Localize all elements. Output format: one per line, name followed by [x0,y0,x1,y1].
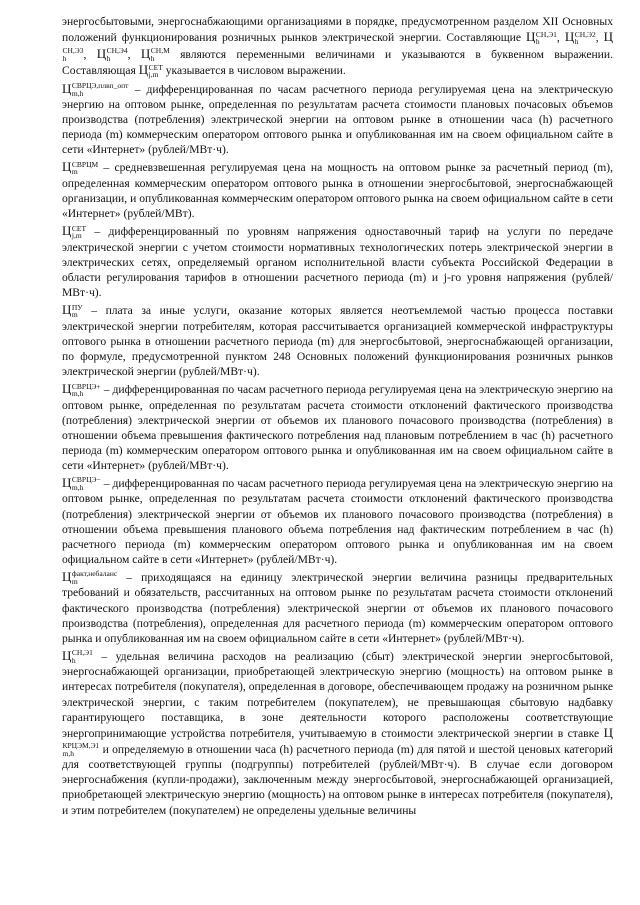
intro-text-b: являются переменными величинами и указываются в буквенном выражении. Составляющая [62,47,613,78]
comma: , [83,47,87,61]
symbol-svrc-opt: Ц СВРЦЭ,плвп_опт m,h [62,80,129,98]
definition-text-b: и определяемую в отношении часа (h) расчетного периода (m) для пятой и шестой ценовых категорий для соответствующей группы (подгруппы) потребителей (рублей/МВт·ч). В случае если договором энергоснабжения (купли-продажи), заключенным между энергосбытовой, энергоснабжающей организацией, приобретающей электрическую энергию (мощность) на оптовом рынке в интересах потребителя (покупателя), и этим потребителем (покупателем) не определены удельные величины [62,742,613,817]
paragraph-pu [62,302,613,379]
comma: , [127,47,131,61]
paragraph-svrcm [62,159,613,221]
comma: , [595,31,599,45]
paragraph-intro [62,14,613,79]
symbol-se1-h: Ц СН,Э1 h [62,647,93,665]
symbol-se4: Ц СН,Э4 h [96,45,128,63]
symbol-svrc-plus: Ц СВРЦЭ+ m,h [62,381,101,398]
paragraph-set [62,223,613,300]
definition-text: – средневзвешенная регулируемая цена на мощность на оптовом рынке за расчетный период (m), определенная коммерческим оператором оптового рынка в отношении энергосбытовой, энергоснабжающей организации, и опубликованная коммерческим оператором оптового рынка на своем официальном сайте в сети «Интернет» (рублей/МВт). [62,161,613,221]
symbol-se1: Ц СН,Э1 h [526,29,557,47]
definition-text: – приходящаяся на единицу электрической энергии величина разницы предварительных требований и обязательств, рассчитанных на оптовом рынке по результатам расчета стоимости отклонений фактического производства (потребления) электрической энергии от объемов их планового почасового производства (потребления), определенная для расчетного периода (m) коммерческим оператором оптового рынка и опубликованная им на своем официальном сайте в сети «Интернет» (рублей/МВт·ч). [62,570,614,645]
intro-text: энергосбытовыми, энергоснабжающими организациями в порядке, предусмотренном разделом XII Основных положений функционирования розничных рынков электрической энергии. Составляющие [62,15,613,45]
definition-text: – дифференцированная по часам расчетного периода регулируемая цена на электрическую энергию на оптовом рынке, определенная по результатам расчета стоимости отклонений фактического производства (потребления) электрической энергии от объемов их планового почасового производства (потребления) в отношении объема превышения планового объема потребления над фактическим потреблением в час (h) расчетного периода (m) коммерческим оператором оптового рынка и опубликованная им на своем официальном сайте в сети «Интернет» (рублей/МВт·ч). [62,476,613,566]
symbol-pu: Ц ПУ m [62,302,83,320]
definition-text: – дифференцированный по уровням напряжения одноставочный тариф на услуги по передаче электрической энергии с учетом стоимости нормативных технологических потерь электрической энергии в электрических сетях, определяемый органом исполнительной власти субъекта Российской Федерации в области регулирования тарифов в отношении расчетного периода (m) и j-го уровня напряжения (рублей/МВт·ч). [62,225,613,300]
paragraph-svrc-opt [62,81,613,158]
symbol-sm: Ц СН,М h [140,45,170,63]
symbol-fakt: Ц факт,небаланс m [62,568,118,586]
symbol-set-jm: Ц СЕТ j,m [62,223,87,241]
symbol-krc: Ц КРЦЭМ,Э1 m,h [62,724,613,758]
paragraph-svrc-minus [62,475,613,567]
symbol-svrc-minus: Ц СВРЦЭ− m,h [62,474,101,492]
definition-text: – дифференцированная по часам расчетного периода регулируемая цена на электрическую энергию на оптовом рынке, определенная по результатам расчета стоимости отклонений фактического производства (потребления) электрической энергии от объемов их планового почасового производства (потребления) в отношении объема превышения фактического потребления над плановым потреблением в час (h) расчетного периода (m) коммерческим оператором оптового рынка и опубликованная им на своем официальном сайте в сети «Интернет» (рублей/МВт·ч). [62,383,613,472]
intro-text-c: указывается в числовом выражении. [165,64,346,78]
document-page [62,14,613,820]
comma: , [556,31,560,45]
symbol-se2: Ц СН,Э2 h [564,29,596,47]
paragraph-fakt [62,569,613,646]
definition-text: – дифференцированная по часам расчетного периода регулируемая цена на электрическую энергию на оптовом рынке, определенная по результатам расчета стоимости плановых почасовых объемов производства (потребления) электрической энергии на оптовом рынке в отношении часа (h) расчетного периода (m) коммерческим оператором оптового рынка и опубликованная им на своем официальном сайте в сети «Интернет» (рублей/МВт·ч). [62,82,613,157]
symbol-se3: Ц СН,Э3 h [62,29,613,63]
symbol-set: Ц СЕТ j,m [138,62,163,80]
definition-text: – плата за иные услуги, оказание которых является неотъемлемой частью процесса поставки электрической энергии потребителям, которая рассчитывается организацией коммерческой инфраструктуры оптового рынка в отношении расчетного периода (m) для энергосбытовой, энергоснабжающей организации, по формуле, предусмотренной пунктом 248 Основных положений функционирования розничных рынков электрической энергии (рублей/МВт·ч). [62,304,614,378]
definition-text: – удельная величина расходов на реализацию (сбыт) электрической энергии энергосбытовой, энергоснабжающей организации, приобретающей электрическую энергию (мощность) на оптовом рынке в интересах потребителя (покупателя), определенная в договоре, обеспечивающем продажу на розничном рынке электрической энергии, с таким потребителем (покупателем), не превышающая сбытовую надбавку гарантирующего поставщика, в зоне деятельности которого расположены соответствующие энергопринимающие устройства потребителя, учитываемую в стоимости электрической энергии в ставке [62,649,614,740]
paragraph-se1 [62,648,613,818]
symbol-svrcm: Ц СВРЦМ m [62,159,99,177]
paragraph-svrc-plus [62,381,613,473]
